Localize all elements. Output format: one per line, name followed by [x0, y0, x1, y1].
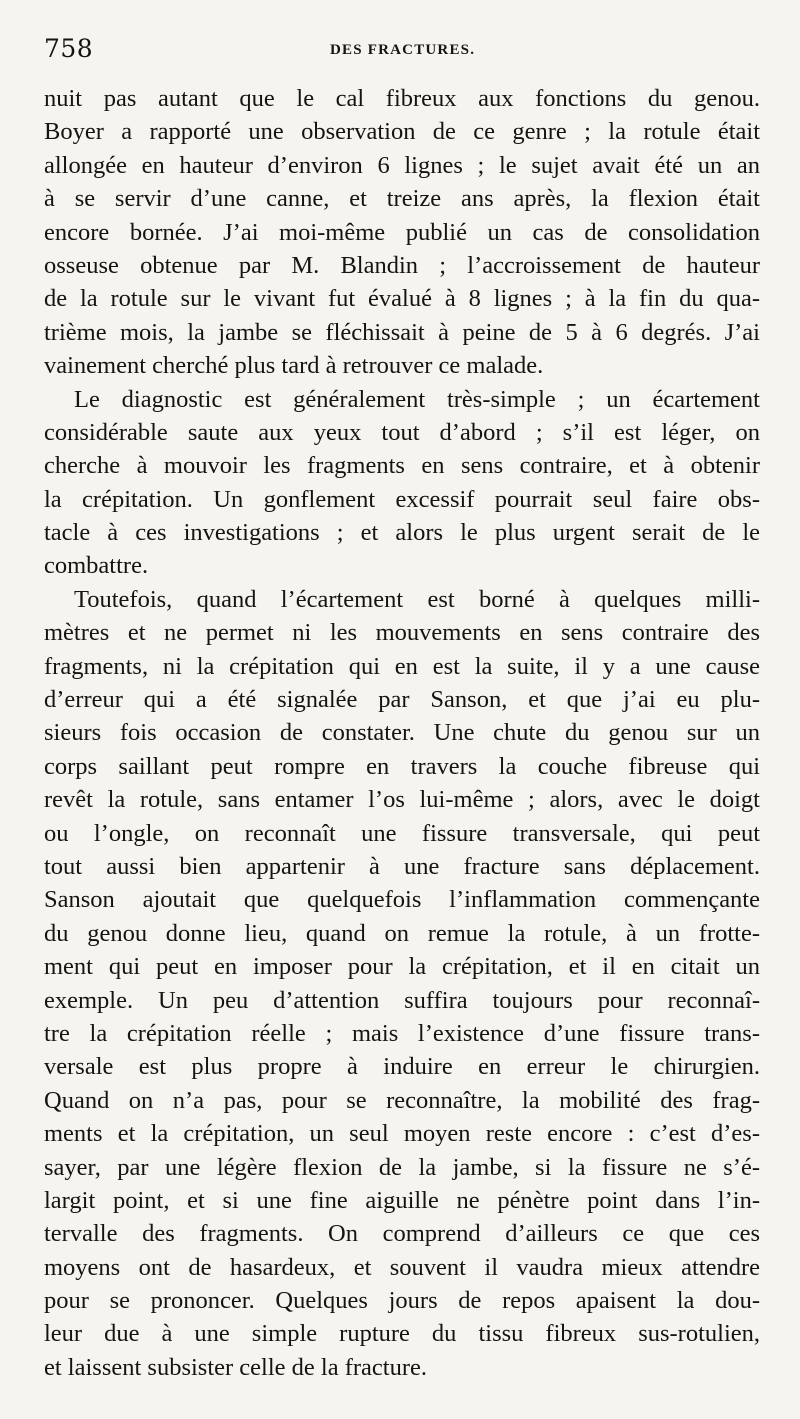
page-number: 758 [44, 34, 94, 63]
text-line: considérable saute aux yeux tout d’abord ; s’il est léger, on [44, 418, 760, 446]
text-line: mètres et ne permet ni les mouvements en sens contraire des [44, 619, 760, 647]
text-line: combattre. [44, 552, 149, 580]
body-text [44, 82, 760, 1384]
text-line: ou l’ongle, on reconnaît une fissure transversale, qui peut [44, 819, 760, 847]
text-line: osseuse obtenue par M. Blandin ; l’accroissement de hauteur [44, 251, 760, 279]
text-line: d’erreur qui a été signalée par Sanson, et que j’ai eu plu- [44, 686, 760, 714]
text-line: Quand on n’a pas, pour se reconnaître, la mobilité des frag- [44, 1086, 760, 1114]
text-line: Boyer a rapporté une observation de ce genre ; la rotule était [44, 118, 760, 146]
text-line: tout aussi bien appartenir à une fracture sans déplacement. [44, 852, 760, 880]
text-line: cherche à mouvoir les fragments en sens contraire, et à obtenir [44, 452, 760, 480]
text-line: tacle à ces investigations ; et alors le plus urgent serait de le [44, 519, 760, 547]
text-line: tervalle des fragments. On comprend d’ailleurs ce que ces [44, 1220, 760, 1248]
text-line: nuit pas autant que le cal fibreux aux fonctions du genou. [44, 85, 760, 112]
text-line: tre la crépitation réelle ; mais l’existence d’une fissure trans- [44, 1019, 760, 1047]
text-line: la crépitation. Un gonflement excessif pourrait seul faire obs- [44, 485, 760, 513]
paragraph-first-line: Le diagnostic est généralement très-simple ; un écartement [74, 385, 760, 413]
text-line: et laissent subsister celle de la fracture. [44, 1353, 427, 1381]
text-line: vainement cherché plus tard à retrouver ce malade. [44, 352, 544, 380]
text-line: largit point, et si une fine aiguille ne pénètre point dans l’in- [44, 1186, 760, 1214]
text-line: allongée en hauteur d’environ 6 lignes ; le sujet avait été un an [44, 151, 760, 179]
text-line: versale est plus propre à induire en erreur le chirurgien. [44, 1053, 760, 1081]
running-title: DES FRACTURES. [330, 42, 476, 58]
text-line: pour se prononcer. Quelques jours de repos apaisent la dou- [44, 1287, 760, 1315]
text-line: sieurs fois occasion de constater. Une chute du genou sur un [44, 719, 760, 747]
text-line: du genou donne lieu, quand on remue la rotule, à un frotte- [44, 919, 760, 947]
paragraph-first-line: Toutefois, quand l’écartement est borné à quelques milli- [74, 585, 760, 613]
text-line: leur due à une simple rupture du tissu fibreux sus-rotulien, [44, 1320, 760, 1348]
text-line: revêt la rotule, sans entamer l’os lui-même ; alors, avec le doigt [44, 786, 760, 814]
text-line: trième mois, la jambe se fléchissait à peine de 5 à 6 degrés. J’ai [44, 318, 760, 346]
text-line: moyens ont de hasardeux, et souvent il vaudra mieux attendre [44, 1253, 760, 1281]
text-line: ment qui peut en imposer pour la crépitation, et il en citait un [44, 953, 760, 981]
text-line: corps saillant peut rompre en travers la couche fibreuse qui [44, 752, 760, 780]
text-line: ments et la crépitation, un seul moyen reste encore : c’est d’es- [44, 1120, 760, 1148]
text-line: exemple. Un peu d’attention suffira toujours pour reconnaî- [44, 986, 760, 1014]
text-line: encore bornée. J’ai moi-même publié un cas de consolidation [44, 218, 760, 246]
text-line: Sanson ajoutait que quelquefois l’inflammation commençante [44, 886, 760, 914]
text-line: de la rotule sur le vivant fut évalué à 8 lignes ; à la fin du qua- [44, 285, 760, 313]
text-line: fragments, ni la crépitation qui en est la suite, il y a une cause [44, 652, 760, 680]
text-line: à se servir d’une canne, et treize ans après, la flexion était [44, 185, 760, 213]
text-line: sayer, par une légère flexion de la jambe, si la fissure ne s’é- [44, 1153, 760, 1181]
running-head [44, 30, 760, 70]
